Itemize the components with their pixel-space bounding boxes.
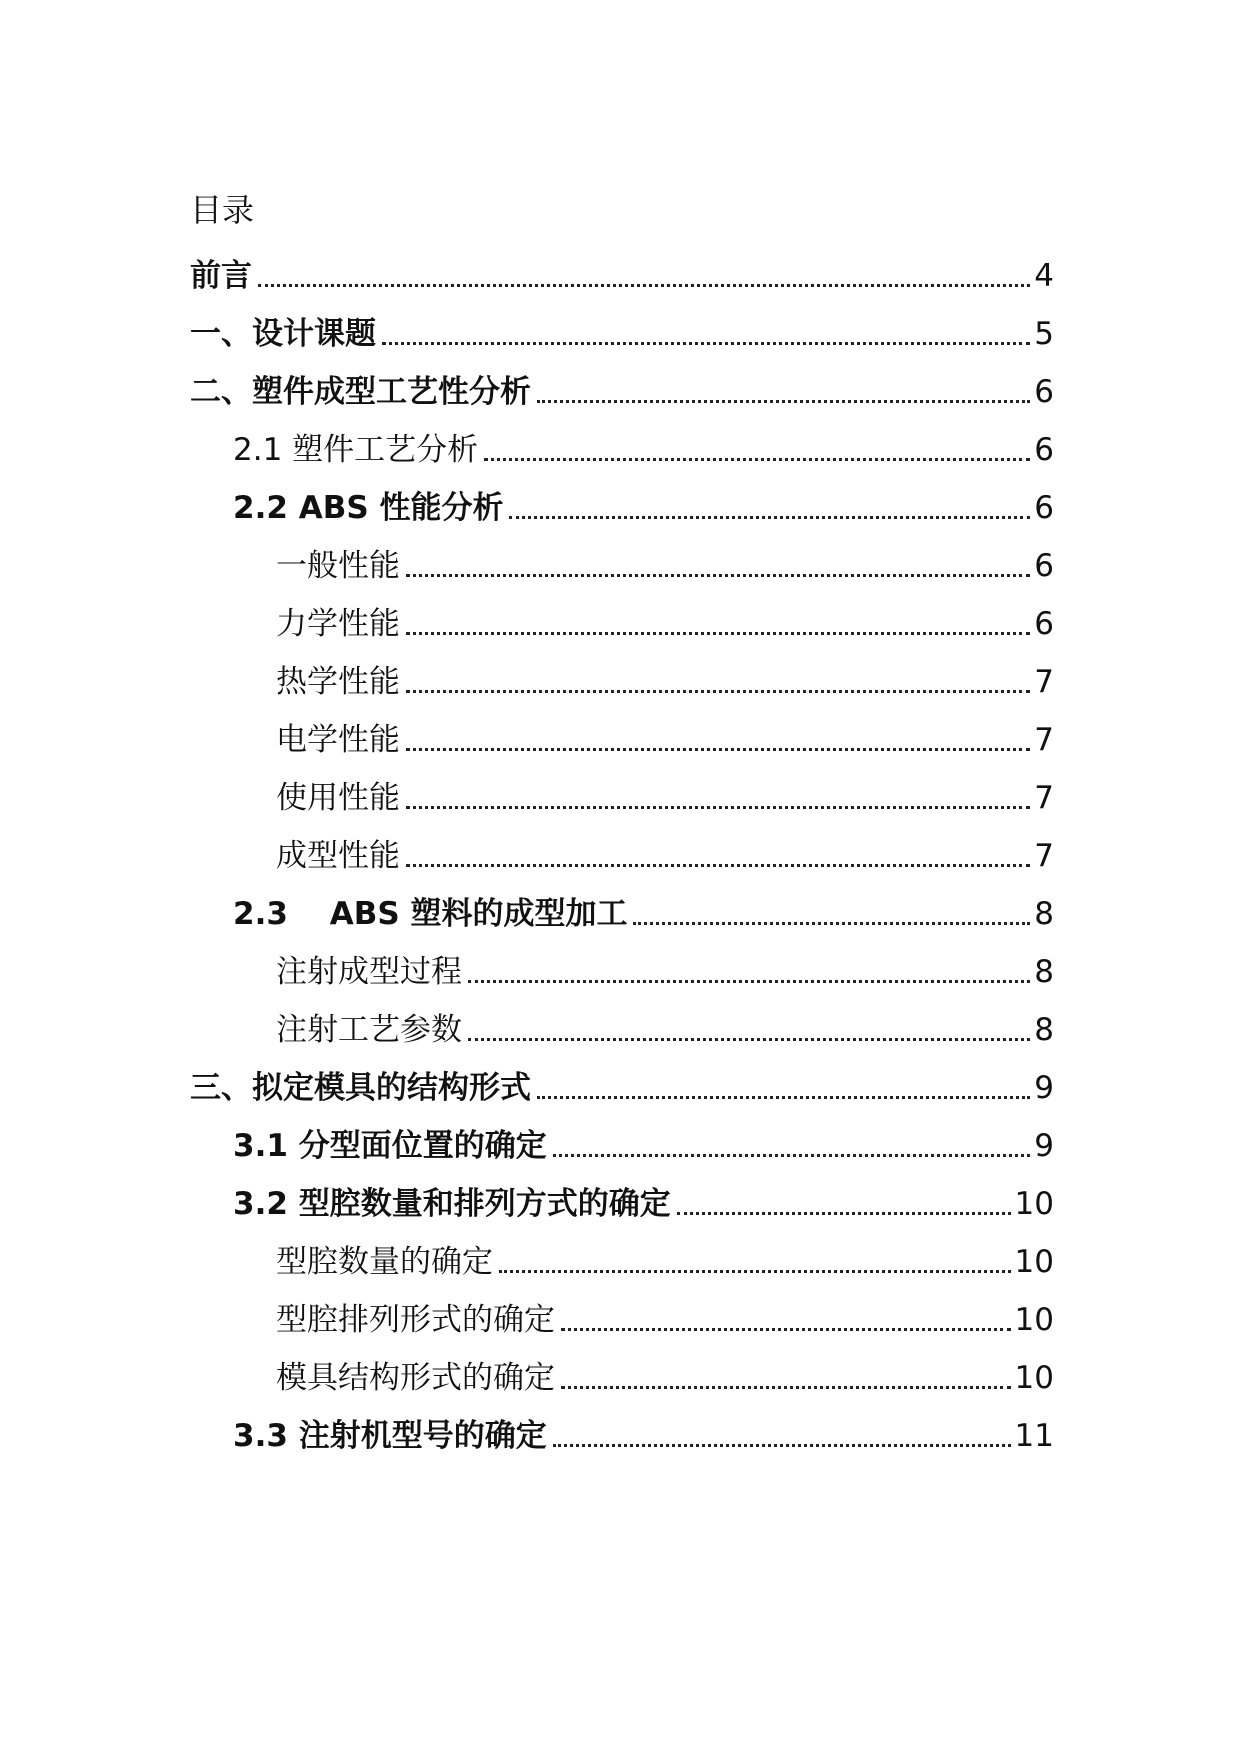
toc-entry[interactable] [233,894,1054,934]
toc-entry-label: 电学性能 [276,722,400,758]
toc-entry[interactable] [233,430,1054,470]
toc-entry-page: 6 [1034,490,1054,526]
dot-leader [468,980,1030,983]
toc-entry-label: 力学性能 [276,606,400,642]
dot-leader [537,400,1030,403]
toc-entry-label: 3.2 型腔数量和排列方式的确定 [233,1186,671,1222]
dot-leader [561,1386,1011,1389]
toc-entry[interactable] [276,604,1054,644]
toc-entry-page: 9 [1034,1070,1054,1106]
toc-entry-page: 11 [1014,1418,1054,1454]
dot-leader [633,922,1030,925]
toc-entry-page: 9 [1034,1128,1054,1164]
dot-leader [406,748,1030,751]
toc-entry-page: 8 [1034,954,1054,990]
toc-entry-page: 7 [1034,838,1054,874]
toc-entry[interactable] [276,1010,1054,1050]
toc-entry-page: 6 [1034,548,1054,584]
toc-entry[interactable] [233,1184,1054,1224]
toc-entry-page: 10 [1014,1244,1054,1280]
toc-entry-page: 7 [1034,780,1054,816]
toc-entry-label: 使用性能 [276,780,400,816]
toc-entry-label: 3.3 注射机型号的确定 [233,1418,547,1454]
toc-entry-page: 5 [1034,316,1054,352]
toc-entry[interactable] [276,1358,1054,1398]
toc-entry[interactable] [190,256,1054,296]
dot-leader [553,1154,1031,1157]
toc-entry[interactable] [233,1126,1054,1166]
toc-entry-label: 模具结构形式的确定 [276,1360,555,1396]
toc-entry-label: 一般性能 [276,548,400,584]
toc-entry-label: 成型性能 [276,838,400,874]
toc-title: 目录 [190,191,255,229]
toc-entry-label: 型腔排列形式的确定 [276,1302,555,1338]
toc-entry[interactable] [276,662,1054,702]
dot-leader [406,574,1030,577]
toc-entry-label: 3.1 分型面位置的确定 [233,1128,547,1164]
toc-entry[interactable] [276,952,1054,992]
toc-entry-page: 6 [1034,374,1054,410]
toc-entry[interactable] [233,488,1054,528]
toc-entry-page: 8 [1034,896,1054,932]
toc-entry[interactable] [233,1416,1054,1456]
toc-entry[interactable] [276,720,1054,760]
dot-leader [509,516,1030,519]
dot-leader [537,1096,1030,1099]
toc-entry-page: 6 [1034,432,1054,468]
toc-entry-page: 10 [1014,1302,1054,1338]
toc-entry-label: 一、设计课题 [190,316,376,352]
dot-leader [258,284,1030,287]
toc-entry-label: 2.1 塑件工艺分析 [233,432,479,468]
toc-entry[interactable] [190,1068,1054,1108]
toc-entry[interactable] [276,778,1054,818]
toc-entry-label: 注射成型过程 [276,954,462,990]
dot-leader [406,864,1030,867]
dot-leader [677,1212,1011,1215]
dot-leader [553,1444,1011,1447]
toc-entry-page: 8 [1034,1012,1054,1048]
dot-leader [499,1270,1011,1273]
toc-entry[interactable] [190,314,1054,354]
toc-entry-page: 4 [1034,258,1054,294]
toc-entry[interactable] [276,546,1054,586]
dot-leader [406,632,1030,635]
toc-entry-label: 热学性能 [276,664,400,700]
toc-entry-label: 2.3 ABS 塑料的成型加工 [233,896,628,932]
toc-entry-label: 型腔数量的确定 [276,1244,493,1280]
toc-entry[interactable] [276,1300,1054,1340]
toc-entry[interactable] [276,836,1054,876]
toc-entry-label: 二、塑件成型工艺性分析 [190,374,531,410]
dot-leader [484,458,1030,461]
toc-entry-label: 2.2 ABS 性能分析 [233,490,504,526]
toc-entry-label: 三、拟定模具的结构形式 [190,1070,531,1106]
dot-leader [406,806,1030,809]
toc-entry-label: 注射工艺参数 [276,1012,462,1048]
dot-leader [561,1328,1011,1331]
dot-leader [406,690,1030,693]
dot-leader [382,342,1030,345]
dot-leader [468,1038,1030,1041]
toc-entry-page: 7 [1034,722,1054,758]
toc-entry[interactable] [276,1242,1054,1282]
toc-entry-page: 10 [1014,1186,1054,1222]
toc-entry-label: 前言 [190,258,252,294]
toc-entry-page: 10 [1014,1360,1054,1396]
toc-entry-page: 7 [1034,664,1054,700]
toc-entry[interactable] [190,372,1054,412]
toc-entry-page: 6 [1034,606,1054,642]
